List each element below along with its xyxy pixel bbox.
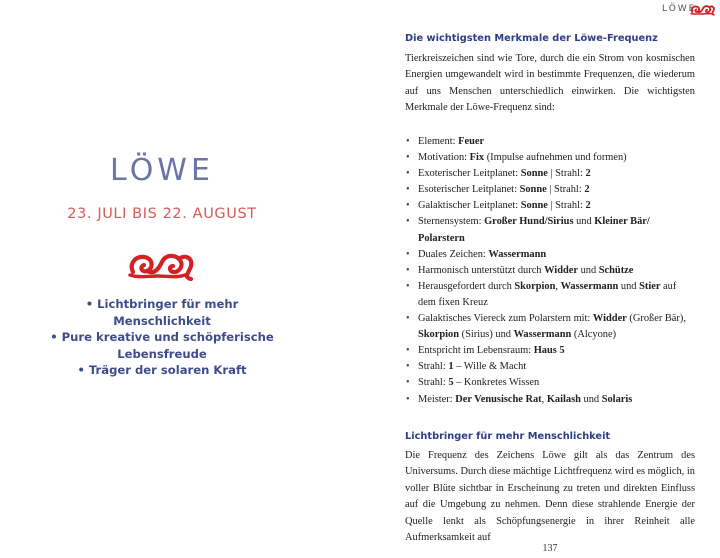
list-item-text: Entspricht im Lebensraum:: [418, 345, 534, 357]
list-item-text: (Sirius) und: [459, 329, 514, 341]
list-item: [405, 359, 695, 375]
list-item-text: Sternensystem:: [418, 216, 485, 228]
list-item-emphasis: 5: [448, 377, 454, 389]
list-item-text: ,: [541, 393, 547, 405]
list-item-emphasis: Großer Hund/Sirius: [484, 216, 574, 228]
list-item-text: Harmonisch unterstützt durch: [418, 264, 545, 276]
list-item: [405, 182, 695, 198]
list-item-text: Duales Zeichen:: [418, 248, 489, 260]
list-item-emphasis: Skorpion: [418, 329, 460, 341]
list-item-emphasis: Feuer: [458, 136, 485, 147]
list-item-text: | Strahl:: [547, 168, 586, 180]
list-item-text: – Wille & Macht: [453, 361, 527, 373]
running-header: LÖWE: [662, 4, 697, 14]
list-item: [405, 279, 695, 311]
leo-glyph-icon: [690, 3, 716, 16]
list-item-emphasis: Widder: [544, 264, 578, 276]
list-item-emphasis: Kailash: [546, 393, 581, 405]
list-item: [405, 198, 695, 214]
features-list: [405, 134, 695, 408]
list-item-emphasis: Haus 5: [533, 345, 565, 357]
list-item-text: – Konkretes Wissen: [453, 377, 540, 389]
list-item: [405, 150, 695, 166]
list-item-emphasis: Der Venusische Rat: [455, 393, 542, 405]
list-item-text: Galaktischer Leitplanet:: [418, 200, 521, 212]
trait-item: • Pure kreative und schöpferische Lebensfreude: [50, 330, 274, 361]
section-heading: Die wichtigsten Merkmale der Löwe-Frequenz: [405, 33, 658, 44]
list-item: [405, 392, 695, 408]
list-item-text: (Großer Bär),: [626, 313, 686, 325]
list-item-text: Exoterischer Leitplanet:: [418, 168, 521, 180]
list-item-emphasis: Sonne: [520, 200, 548, 212]
list-item-emphasis: Skorpion: [514, 280, 556, 292]
sign-date-range: 23. JULI BIS 22. AUGUST: [67, 206, 257, 222]
list-item-emphasis: Wassermann: [513, 329, 572, 341]
list-item: [405, 134, 695, 150]
section-heading: Lichtbringer für mehr Menschlichkeit: [405, 431, 611, 442]
list-item: [405, 263, 695, 279]
sign-title: LÖWE: [110, 153, 214, 188]
list-item-text: Herausgefordert durch: [418, 280, 515, 292]
list-item-text: ,: [555, 280, 561, 292]
list-item-emphasis: Solaris: [601, 393, 633, 405]
list-item-text: Element:: [418, 136, 459, 147]
list-item-text: (Alcyone): [571, 329, 617, 341]
trait-item: • Lichtbringer für mehr Menschlichkeit: [85, 297, 239, 328]
list-item-emphasis: Stier: [639, 280, 661, 292]
list-item: [405, 247, 695, 263]
list-item-text: Strahl:: [418, 377, 449, 389]
list-item-text: und: [580, 393, 602, 405]
list-item: [405, 214, 695, 246]
list-item: [405, 166, 695, 182]
list-item-text: und: [577, 264, 599, 276]
list-item-text: Strahl:: [418, 361, 449, 373]
list-item-text: auf dem fixen Kreuz: [418, 280, 677, 308]
list-item-text: (Impulse aufnehmen und formen): [484, 152, 627, 164]
leo-glyph-icon: [127, 248, 197, 282]
trait-item: • Träger der solaren Kraft: [77, 363, 247, 377]
list-item: [405, 343, 695, 359]
list-item-text: Motivation:: [418, 152, 470, 164]
list-item-emphasis: 1: [448, 361, 454, 373]
list-item-emphasis: Schütze: [598, 264, 634, 276]
list-item-emphasis: Wassermann: [560, 280, 619, 292]
list-item-emphasis: Widder: [592, 313, 627, 325]
list-item-text: | Strahl:: [547, 200, 586, 212]
list-item-text: Meister:: [418, 393, 456, 405]
traits-list: [48, 296, 276, 379]
list-item: [405, 375, 695, 391]
list-item-emphasis: Sonne: [519, 184, 547, 196]
page-number: 137: [542, 543, 558, 554]
list-item-emphasis: Kleiner Bär/ Polarstern: [418, 216, 650, 244]
list-item-emphasis: 2: [585, 200, 591, 212]
list-item-text: und: [618, 280, 640, 292]
list-item-text: und: [573, 216, 595, 228]
body-paragraph: Die Frequenz des Zeichens Löwe gilt als das Zentrum des Universums. Durch diese mächtige Lichtfrequenz wird es möglich, in voller Blüte sichtbar in Erscheinung zu treten und direkten Einfluss auf die Umgebung zu nehmen. Denn diese strahlende Energie der Quelle lenkt als Schöpfungsenergie in ihrer Reinheit alle Aufmerksamkeit auf: [405, 450, 695, 544]
list-item-emphasis: Wassermann: [488, 248, 547, 260]
list-item-emphasis: 2: [585, 168, 591, 180]
list-item: [405, 311, 695, 343]
intro-paragraph: Tierkreiszeichen sind wie Tore, durch die ein Strom von kosmischen Energien umgewandelt wird in bestimmte Frequenzen, die wiederum auf uns Menschen unterschiedlich einwirken. Die wichtigsten Merkmale der Löwe-Frequenz sind:: [405, 53, 695, 114]
list-item-text: | Strahl:: [546, 184, 585, 196]
list-item-text: Galaktisches Viereck zum Polarstern mit:: [418, 313, 593, 325]
list-item-text: Esoterischer Leitplanet:: [418, 184, 520, 196]
list-item-emphasis: 2: [584, 184, 590, 196]
list-item-emphasis: Fix: [469, 152, 485, 164]
list-item-emphasis: Sonne: [520, 168, 548, 180]
